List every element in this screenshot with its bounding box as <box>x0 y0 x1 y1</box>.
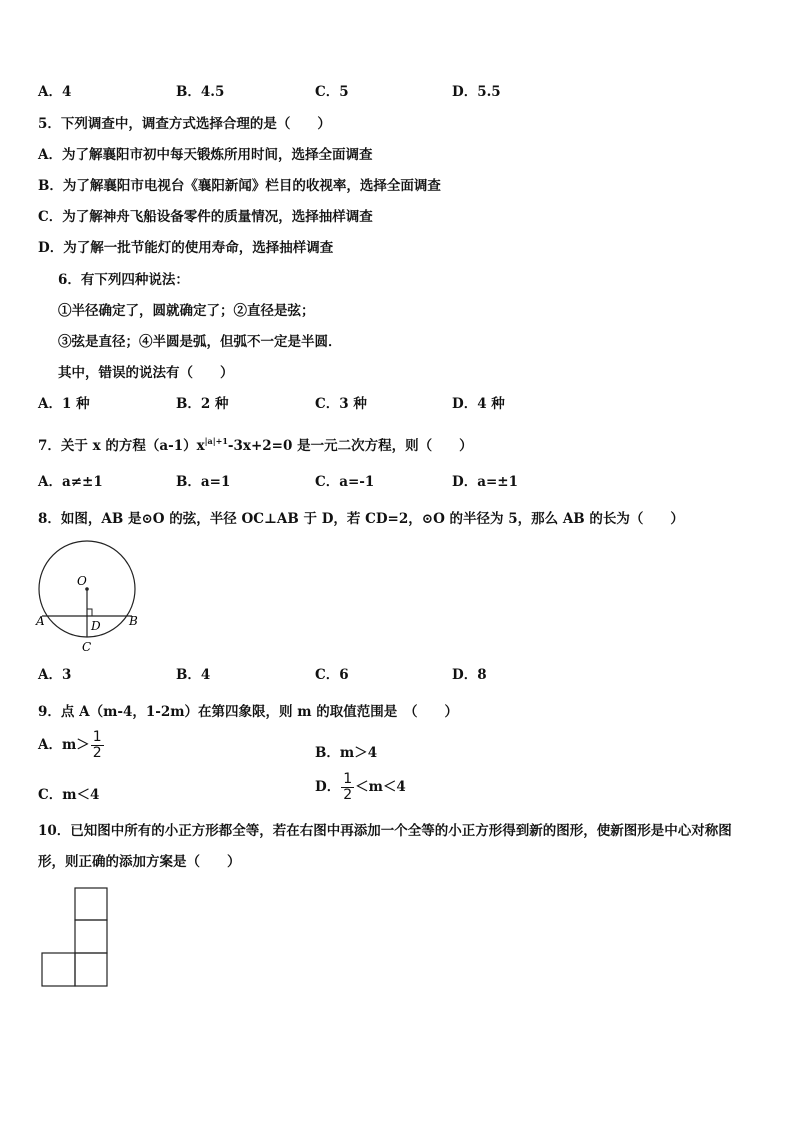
q4-option-c: C．5 <box>315 84 349 100</box>
q9-option-a <box>38 730 105 761</box>
square-bottom-left <box>42 953 75 986</box>
q5-option-c: C．为了解神舟飞船设备零件的质量情况，选择抽样调查 <box>38 209 373 225</box>
q9-option-d <box>315 772 406 803</box>
q6-option-b: B．2 种 <box>176 396 229 412</box>
label-a: A <box>36 614 45 628</box>
q6-option-d: D．4 种 <box>452 396 505 412</box>
right-angle-mark <box>87 609 92 616</box>
fraction-numerator: 1 <box>92 729 102 745</box>
q9-option-d-label: D． <box>315 779 341 795</box>
fraction-denominator: 2 <box>343 787 353 803</box>
q10-stem-line-2: 形，则正确的添加方案是（ ） <box>38 854 241 870</box>
q7-exponent: |a|+1 <box>204 436 228 446</box>
q7-stem-start: 7．关于 x 的方程（a-1）x <box>38 438 205 454</box>
square-middle <box>75 920 107 953</box>
q6-statement-line-1: ①半径确定了，圆就确定了；②直径是弦； <box>58 303 315 319</box>
q8-option-c: C．6 <box>315 667 349 683</box>
q8-stem: 8．如图，AB 是⊙O 的弦，半径 OC⊥AB 于 D，若 CD=2，⊙O 的半径为 5，那么 AB 的长为（ ） <box>38 511 684 527</box>
q5-stem: 5．下列调查中，调查方式选择合理的是（ ） <box>38 116 331 132</box>
q8-circle-figure <box>34 537 142 655</box>
q6-statement-line-2: ③弦是直径；④半圆是弧，但弧不一定是半圆． <box>58 334 342 350</box>
fraction-denominator: 2 <box>92 745 102 761</box>
fraction-numerator: 1 <box>343 771 353 787</box>
q7-stem <box>38 432 473 455</box>
q9-option-b: B．m＞4 <box>315 745 378 761</box>
label-o: O <box>77 574 87 588</box>
q6-option-a: A．1 种 <box>38 396 90 412</box>
q10-stem-line-1: 10．已知图中所有的小正方形都全等，若在右图中再添加一个全等的小正方形得到新的图形，使新图形是中心对称图 <box>38 823 732 839</box>
q9-option-a-fraction <box>91 730 104 761</box>
q9-option-d-text: ＜m＜4 <box>355 779 406 795</box>
q5-option-d: D．为了解一批节能灯的使用寿命，选择抽样调查 <box>38 240 334 256</box>
square-top <box>75 888 107 920</box>
q8-option-a: A．3 <box>38 667 72 683</box>
q7-stem-end: -3x+2=0 是一元二次方程，则（ ） <box>227 438 473 454</box>
q7-option-c: C．a=-1 <box>315 474 375 490</box>
label-d: D <box>91 619 101 633</box>
q6-option-c: C．3 种 <box>315 396 367 412</box>
q7-option-a: A．a≠±1 <box>38 474 103 490</box>
q7-option-b: B．a=1 <box>176 474 231 490</box>
q4-option-a: A．4 <box>38 84 72 100</box>
q5-option-a: A．为了解襄阳市初中每天锻炼所用时间，选择全面调查 <box>38 147 373 163</box>
q8-option-b: B．4 <box>176 667 211 683</box>
q9-option-d-fraction <box>341 772 354 803</box>
q9-stem: 9．点 A（m-4，1-2m）在第四象限，则 m 的取值范围是 （ ） <box>38 704 458 720</box>
q4-option-d: D．5.5 <box>452 84 501 100</box>
q5-option-b: B．为了解襄阳市电视台《襄阳新闻》栏目的收视率，选择全面调查 <box>38 178 441 194</box>
q8-option-d: D．8 <box>452 667 487 683</box>
q10-squares-figure <box>40 887 110 989</box>
q9-option-c: C．m＜4 <box>38 787 100 803</box>
q4-option-b: B．4.5 <box>176 84 225 100</box>
label-c: C <box>82 640 92 654</box>
q6-stem: 6．有下列四种说法： <box>58 272 189 288</box>
q7-option-d: D．a=±1 <box>452 474 518 490</box>
q6-question: 其中，错误的说法有（ ） <box>58 365 234 381</box>
label-b: B <box>129 614 138 628</box>
q9-option-a-text: A．m＞ <box>38 737 90 753</box>
square-bottom-right <box>75 953 107 986</box>
